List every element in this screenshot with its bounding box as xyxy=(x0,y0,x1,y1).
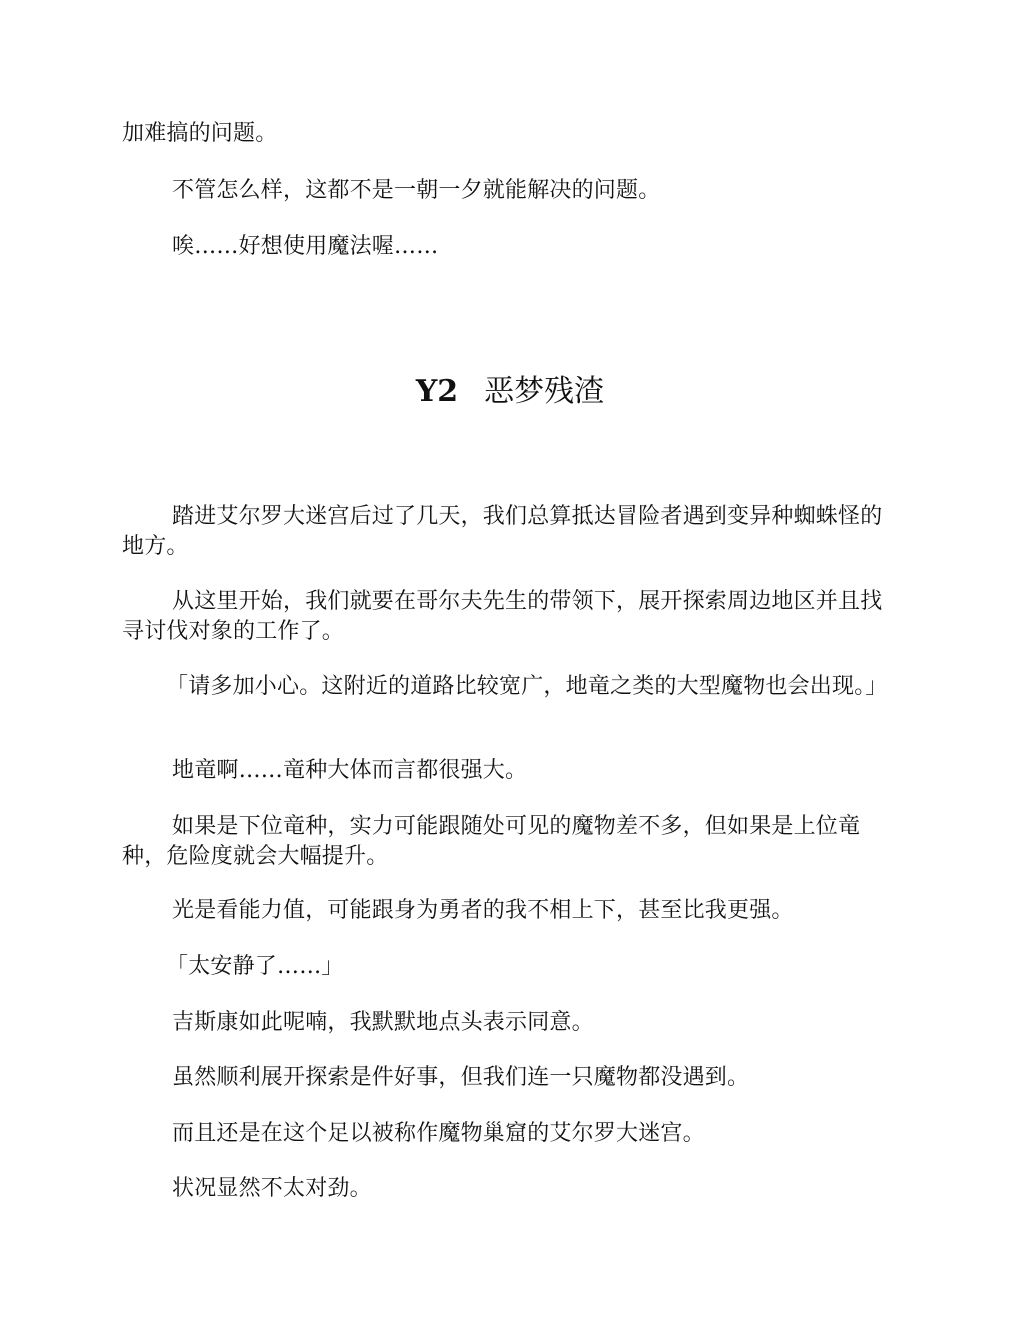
paragraph-continuation: 加难搞的问题。 xyxy=(122,121,278,146)
paragraph: 从这里开始，我们就要在哥尔夫先生的带领下，展开探索周边地区并且找寻讨伐对象的工作了。 xyxy=(122,589,883,644)
paragraph: 吉斯康如此呢喃，我默默地点头表示同意。 xyxy=(172,1010,594,1035)
chapter-number: Y2 xyxy=(415,374,459,409)
paragraph: 状况显然不太对劲。 xyxy=(172,1176,372,1201)
paragraph: 虽然顺利展开探索是件好事，但我们连一只魔物都没遇到。 xyxy=(172,1065,750,1090)
paragraph: 不管怎么样，这都不是一朝一夕就能解决的问题。 xyxy=(172,178,661,203)
paragraph-dialogue: 「太安静了……」 xyxy=(166,954,344,979)
paragraph: 光是看能力值，可能跟身为勇者的我不相上下，甚至比我更强。 xyxy=(172,898,794,923)
paragraph: 地竜啊……竜种大体而言都很强大。 xyxy=(172,758,528,783)
paragraph: 踏进艾尔罗大迷宫后过了几天，我们总算抵达冒险者遇到变异种蜘蛛怪的地方。 xyxy=(122,504,883,559)
chapter-title: 恶梦残渣 xyxy=(484,374,605,409)
paragraph: 唉……好想使用魔法喔…… xyxy=(172,234,439,259)
paragraph: 如果是下位竜种，实力可能跟随处可见的魔物差不多，但如果是上位竜种，危险度就会大幅提升。 xyxy=(122,814,861,869)
paragraph-dialogue: 「请多加小心。这附近的道路比较宽广，地竜之类的大型魔物也会出现。」 xyxy=(166,674,888,699)
paragraph: 而且还是在这个足以被称作魔物巢窟的艾尔罗大迷宫。 xyxy=(172,1121,705,1146)
chapter-heading xyxy=(0,372,1020,412)
